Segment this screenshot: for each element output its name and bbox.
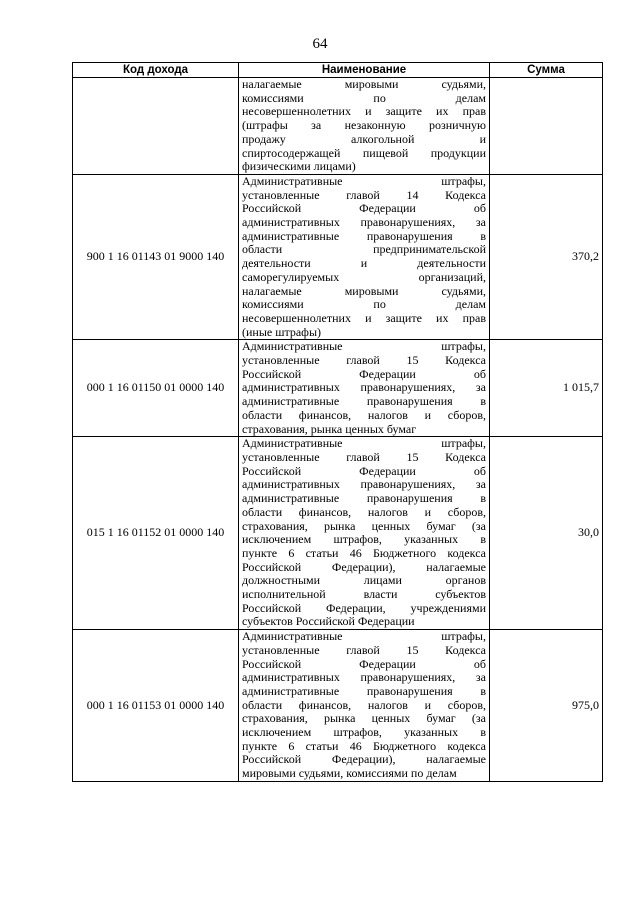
revenue-name-line: административных правонарушениях, за	[242, 670, 486, 685]
revenue-name-line: комиссиями по делам	[242, 90, 486, 105]
revenue-code-cell: 900 1 16 01143 01 9000 140	[73, 174, 239, 339]
table-row	[73, 437, 603, 630]
table-body	[73, 78, 603, 782]
revenue-name-line: административные правонарушения в	[242, 394, 486, 409]
header-name: Наименование	[239, 63, 490, 78]
revenue-name-line: исполнительной власти субъектов	[242, 587, 486, 602]
revenue-name-line: Российской Федерации об	[242, 463, 486, 478]
page-number: 64	[312, 36, 328, 52]
revenue-name-line: Российской Федерации, учреждениями	[242, 600, 486, 615]
revenue-name-line: установленные главой 15 Кодекса	[242, 449, 486, 464]
revenue-name-line: спиртосодержащей пищевой продукции	[242, 145, 486, 160]
revenue-name-line: мировыми судьями, комиссиями по делам	[242, 766, 457, 781]
revenue-name-line: области предпринимательской	[242, 242, 486, 257]
revenue-name-line: административные правонарушения в	[242, 491, 486, 506]
revenue-name-line: Российской Федерации об	[242, 656, 486, 671]
revenue-name-line: (штрафы за незаконную розничную	[242, 118, 486, 133]
header-code: Код дохода	[73, 63, 239, 78]
revenue-table	[72, 62, 603, 782]
revenue-code-cell: 015 1 16 01152 01 0000 140	[73, 437, 239, 630]
revenue-name-line: продажу алкогольной и	[242, 131, 486, 146]
revenue-name-line: Российской Федерации), налагаемые	[242, 559, 486, 574]
revenue-name-line: административные правонарушения в	[242, 228, 486, 243]
revenue-name-line: деятельности и деятельности	[242, 256, 486, 271]
revenue-code-cell	[73, 78, 239, 175]
revenue-name-line: административных правонарушениях, за	[242, 215, 486, 230]
revenue-name-line: физическими лицами)	[242, 159, 356, 174]
revenue-name-line: Российской Федерации об	[242, 366, 486, 381]
revenue-name-line: административных правонарушениях, за	[242, 477, 486, 492]
revenue-name-line: области финансов, налогов и сборов,	[242, 697, 486, 712]
revenue-name-line: исключением штрафов, указанных в	[242, 725, 486, 740]
revenue-name-line: административные правонарушения в	[242, 683, 486, 698]
amount-cell: 370,2	[490, 174, 603, 339]
revenue-name-line: установленные главой 14 Кодекса	[242, 187, 486, 202]
amount-cell: 30,0	[490, 437, 603, 630]
amount-cell	[490, 78, 603, 175]
revenue-name-cell	[239, 630, 490, 782]
revenue-name-line: (иные штрафы)	[242, 324, 322, 339]
amount-cell: 975,0	[490, 630, 603, 782]
table-header-row	[73, 63, 603, 78]
revenue-name-line: субъектов Российской Федерации	[242, 614, 415, 629]
revenue-name-cell	[239, 174, 490, 339]
revenue-name-line: страхования, рынка ценных бумаг	[242, 421, 417, 436]
table-row	[73, 340, 603, 437]
revenue-name-line: несовершеннолетних и защите их прав	[242, 104, 486, 119]
revenue-code-cell: 000 1 16 01150 01 0000 140	[73, 340, 239, 437]
revenue-code-cell: 000 1 16 01153 01 0000 140	[73, 630, 239, 782]
table-row	[73, 174, 603, 339]
revenue-name-line: исключением штрафов, указанных в	[242, 532, 486, 547]
revenue-name-line: административных правонарушениях, за	[242, 380, 486, 395]
revenue-name-cell	[239, 437, 490, 630]
revenue-name-line: установленные главой 15 Кодекса	[242, 353, 486, 368]
revenue-name-line: Административные штрафы,	[242, 436, 486, 451]
table-row	[73, 78, 603, 175]
revenue-name-cell	[239, 340, 490, 437]
revenue-name-line: саморегулируемых организаций,	[242, 269, 486, 284]
amount-cell: 1 015,7	[490, 340, 603, 437]
revenue-name-line: пункте 6 статьи 46 Бюджетного кодекса	[242, 545, 486, 560]
revenue-name-line: страхования, рынка ценных бумаг (за	[242, 711, 486, 726]
revenue-name-cell	[239, 78, 490, 175]
revenue-name-line: страхования, рынка ценных бумаг (за	[242, 518, 486, 533]
revenue-name-line: Российской Федерации об	[242, 201, 486, 216]
revenue-name-line: комиссиями по делам	[242, 297, 486, 312]
revenue-name-line: области финансов, налогов и сборов,	[242, 504, 486, 519]
table-row	[73, 630, 603, 782]
revenue-name-line: несовершеннолетних и защите их прав	[242, 310, 486, 325]
revenue-name-line: области финансов, налогов и сборов,	[242, 407, 486, 422]
revenue-name-line: налагаемые мировыми судьями,	[242, 77, 486, 91]
revenue-name-line: Административные штрафы,	[242, 173, 486, 188]
header-sum: Сумма	[490, 63, 603, 78]
revenue-name-line: должностными лицами органов	[242, 573, 486, 588]
revenue-name-line: установленные главой 15 Кодекса	[242, 642, 486, 657]
revenue-name-line: Административные штрафы,	[242, 629, 486, 644]
revenue-name-line: Административные штрафы,	[242, 339, 486, 354]
revenue-name-line: пункте 6 статьи 46 Бюджетного кодекса	[242, 738, 486, 753]
revenue-name-line: налагаемые мировыми судьями,	[242, 283, 486, 298]
revenue-name-line: Российской Федерации), налагаемые	[242, 752, 486, 767]
